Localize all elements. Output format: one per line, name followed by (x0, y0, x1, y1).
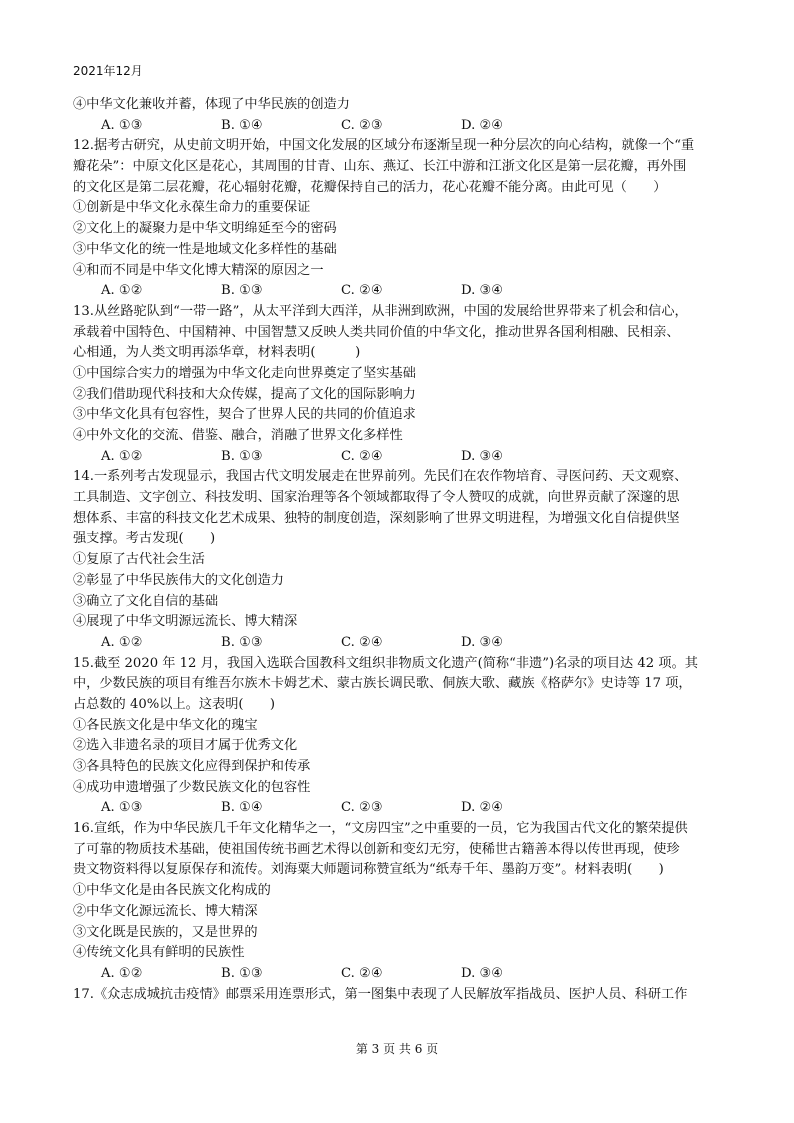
text-line: ④中华文化兼收并蓄，体现了中华民族的创造力 (73, 97, 350, 112)
text-line: 工具制造、文字创立、科技发明、国家治理等各个领域都取得了令人赞叹的成就，向世界贡献了深邃的思 (73, 490, 680, 506)
answer-option: C. ②④ (341, 448, 383, 464)
text-line: 13.从丝路驼队到“一带一路”，从太平洋到大西洋，从非洲到欧洲，中国的发展给世界带来了机会和信心， (73, 303, 688, 319)
answer-option: A. ①② (101, 283, 143, 299)
text-line: 心相通，为人类文明再添华章，材料表明( ) (73, 345, 361, 361)
text-line: 12.据考古研究，从史前文明开始，中国文化发展的区域分布逐渐呈现一种分层次的向心结构，就像一个“重 (73, 138, 695, 154)
text-line: 14.一系列考古发现显示，我国古代文明发展走在世界前列。先民们在农作物培育、寻医问药、天文观察、 (73, 469, 688, 485)
answer-option: C. ②③ (341, 800, 383, 816)
text-line: 的文化区是第二层花瓣，花心辐射花瓣，花瓣保持自己的活力，花心花瓣不能分离。由此可见（ ） (73, 179, 667, 195)
answer-options (73, 798, 729, 819)
answer-option: D. ②④ (461, 117, 504, 133)
text-line: 贵文物资料得以复原保存和流传。刘海粟大师题词称赞宣纸为“纸寿千年、墨韵万变”。材料表明( ) (73, 862, 664, 878)
text-line: ④传统文化具有鲜明的民族性 (73, 945, 245, 961)
answer-option: A. ①② (101, 634, 143, 650)
answer-option: D. ③④ (461, 634, 504, 650)
text-line: ①中国综合实力的增强为中华文化走向世界奠定了坚实基础 (73, 365, 416, 381)
text-line: 瓣花朵”：中原文化区是花心，其周围的甘青、山东、燕辽、长江中游和江浙文化区是第一层花瓣，再外围 (73, 159, 687, 175)
text-line: ②文化上的凝聚力是中华文明绵延至今的密码 (73, 221, 337, 237)
answer-options (73, 447, 729, 468)
text-line: 强支撑。考古发现( ) (73, 531, 216, 547)
text-line: ②选入非遗名录的项目才属于优秀文化 (73, 738, 298, 754)
answer-option: C. ②④ (341, 965, 383, 981)
text-line: ③文化既是民族的，又是世界的 (73, 924, 258, 940)
answer-option: B. ①③ (221, 448, 263, 464)
answer-options (73, 281, 729, 302)
answer-option: A. ①③ (101, 117, 143, 133)
text-line: ①复原了古代社会生活 (73, 552, 205, 568)
document-body (73, 95, 729, 1005)
answer-option: B. ①④ (221, 117, 263, 133)
text-line: ③中华文化的统一性是地域文化多样性的基础 (73, 241, 337, 257)
answer-options (73, 964, 729, 985)
answer-option: C. ②④ (341, 634, 383, 650)
answer-options (73, 116, 729, 137)
answer-option: A. ①② (101, 965, 143, 981)
page-footer: 第 3 页 共 6 页 (355, 1042, 439, 1056)
text-line: ④成功申遗增强了少数民族文化的包容性 (73, 779, 311, 795)
text-line: ②我们借助现代科技和大众传媒，提高了文化的国际影响力 (73, 386, 416, 402)
text-line: ④展现了中华文明源远流长、博大精深 (73, 614, 298, 630)
text-line: 承载着中国特色、中国精神、中国智慧又反映人类共同价值的中华文化，推动世界各国利相融、民相亲、 (73, 324, 680, 340)
answer-option: B. ①③ (221, 634, 263, 650)
answer-option: A. ①③ (101, 800, 143, 816)
text-line: 16.宣纸，作为中华民族几千年文化精华之一，“文房四宝”之中重要的一员，它为我国古代文化的繁荣提供 (73, 821, 688, 837)
text-line: ①创新是中华文化永葆生命力的重要保证 (73, 200, 311, 216)
text-line: ②彰显了中华民族伟大的文化创造力 (73, 572, 284, 588)
text-line: 想体系、丰富的科技文化艺术成果、独特的制度创造，深刻影响了世界文明进程，为增强文化自信提供坚 (73, 510, 680, 526)
answer-option: A. ①② (101, 448, 143, 464)
answer-option: B. ①③ (221, 965, 263, 981)
text-line: ③确立了文化自信的基础 (73, 593, 219, 609)
text-line: ②中华文化源远流长、博大精深 (73, 903, 258, 919)
answer-option: D. ③④ (461, 965, 504, 981)
text-line: 中，少数民族的项目有维吾尔族木卡姆艺术、蒙古族长调民歌、侗族大歌、藏族《格萨尔》史诗等 17 项， (73, 676, 692, 692)
answer-option: C. ②④ (341, 283, 383, 299)
answer-option: B. ①③ (221, 283, 263, 299)
text-line: ①中华文化是由各民族文化构成的 (73, 883, 271, 899)
text-line: ④和而不同是中华文化博大精深的原因之一 (73, 262, 324, 278)
answer-option: D. ②④ (461, 800, 504, 816)
answer-options (73, 633, 729, 654)
answer-option: C. ②③ (341, 117, 383, 133)
text-line: ①各民族文化是中华文化的瑰宝 (73, 717, 258, 733)
text-line: 17.《众志成城抗击疫情》邮票采用连票形式，第一图集中表现了人民解放军指战员、医护人员、科研工作 (73, 986, 688, 1002)
text-line: ③各具特色的民族文化应得到保护和传承 (73, 759, 311, 774)
page-header-date: 2021年12月 (73, 64, 143, 78)
answer-option: D. ③④ (461, 448, 504, 464)
answer-option: B. ①④ (221, 800, 263, 816)
text-line: ③中华文化具有包容性，契合了世界人民的共同的价值追求 (73, 407, 416, 423)
text-line: 15.截至 2020 年 12 月，我国入选联合国教科文组织非物质文化遗产(简称“非遗”)名录的项目达 42 项。其 (73, 655, 698, 671)
text-line: ④中外文化的交流、借鉴、融合，消融了世界文化多样性 (73, 428, 403, 443)
text-line: 占总数的 40%以上。这表明( ) (73, 696, 276, 712)
text-line: 了可靠的物质技术基础，使祖国传统书画艺术得以创新和变幻无穷，使稀世古籍善本得以传世再现，使珍 (73, 841, 680, 857)
answer-option: D. ③④ (461, 283, 504, 299)
